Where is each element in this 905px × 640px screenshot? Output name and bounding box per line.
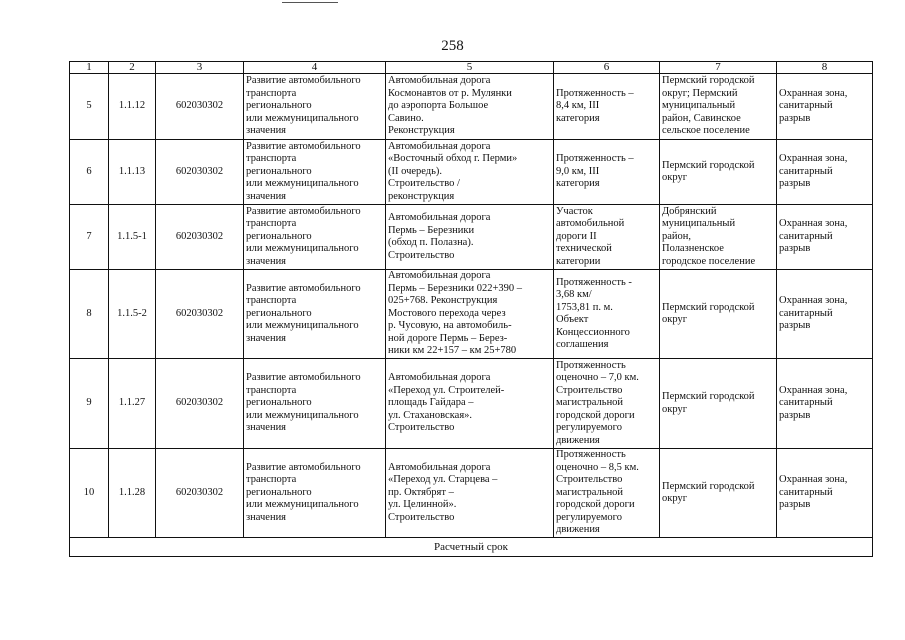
cell-line: разрыв	[779, 409, 811, 421]
row-code-cell: 1.1.5-1	[109, 205, 156, 270]
purpose-cell	[244, 74, 386, 140]
cell-line: площадь Гайдара –	[388, 397, 474, 409]
characteristics-cell	[554, 359, 660, 449]
cell-line: ул. Стахановская».	[388, 409, 473, 421]
purpose-cell	[244, 270, 386, 359]
cell-line: Строительство	[388, 511, 455, 523]
cell-line: значения	[246, 422, 287, 434]
cell-line: Пермь – Березники	[388, 224, 475, 236]
cell-line: ул. Целинной».	[388, 499, 457, 511]
cell-line: регионального	[246, 397, 312, 409]
cell-line: «Переход ул. Старцева –	[388, 474, 498, 486]
cell-line: регионального	[246, 230, 312, 242]
cell-line: значения	[246, 125, 287, 137]
cell-line: Пермь – Березники 022+390 –	[388, 282, 523, 294]
cell-line: разрыв	[779, 320, 811, 332]
cell-line: Автомобильная дорога	[388, 270, 491, 282]
cell-line: Объект	[556, 314, 589, 325]
cell-line: значения	[246, 511, 287, 523]
cell-line: санитарный	[779, 397, 833, 409]
cell-line: Пермский городской	[662, 391, 755, 402]
column-header: 3	[156, 62, 244, 74]
cell-line: значения	[246, 332, 287, 344]
cell-line: санитарный	[779, 100, 833, 112]
cell-line: регулируемого	[556, 511, 622, 523]
cell-line: Концессионного	[556, 326, 630, 338]
cell-line: Мостового перехода через	[388, 307, 506, 319]
cell-line: сельское поселение	[662, 125, 750, 137]
column-header: 2	[109, 62, 156, 74]
cell-line: 1753,81 п. м.	[556, 301, 613, 313]
cell-line: магистральной	[556, 397, 624, 409]
characteristics-cell	[554, 140, 660, 205]
characteristics-cell	[554, 74, 660, 140]
purpose-cell	[244, 205, 386, 270]
location-cell	[660, 359, 777, 449]
column-header: 5	[386, 62, 554, 74]
row-number-cell: 6	[70, 140, 109, 205]
cell-line: округ	[662, 314, 688, 325]
top-rule	[282, 2, 338, 3]
cell-line: 8,4 км, III	[556, 100, 600, 112]
object-cell	[386, 270, 554, 359]
cell-line: автомобильной	[556, 218, 625, 230]
cell-line: Пермский городской	[662, 159, 755, 171]
cell-line: (II очередь).	[388, 165, 443, 177]
cell-line: магистральной	[556, 486, 624, 498]
cell-line: Автомобильная дорога	[388, 212, 491, 223]
table-row	[70, 205, 873, 270]
cell-line: Строительство	[388, 249, 455, 261]
cell-line: ной дороге Пермь – Берез-	[388, 332, 508, 344]
cell-line: Строительство	[556, 474, 623, 486]
cell-line: транспорта	[246, 153, 297, 165]
row-id-cell: 602030302	[156, 270, 244, 359]
cell-line: Савино.	[388, 112, 424, 124]
column-header: 1	[70, 62, 109, 74]
cell-line: округ	[662, 172, 688, 183]
cell-line: округ	[662, 403, 688, 415]
row-code-cell: 1.1.12	[109, 74, 156, 140]
planning-table	[69, 61, 873, 557]
cell-line: городской дороги	[556, 409, 635, 421]
cell-line: движения	[556, 434, 600, 446]
cell-line: санитарный	[779, 307, 833, 319]
table-body	[70, 74, 873, 557]
cell-line: Развитие автомобильного	[246, 282, 361, 294]
cell-line: регионального	[246, 100, 312, 112]
cell-line: Пермский городской	[662, 301, 755, 313]
row-id-cell: 602030302	[156, 449, 244, 538]
cell-line: 3,68 км/	[556, 289, 592, 300]
cell-line: категории	[556, 255, 601, 267]
cell-line: значения	[246, 255, 287, 267]
cell-line: Строительство /	[388, 178, 460, 190]
location-cell	[660, 74, 777, 140]
row-code-cell: 1.1.28	[109, 449, 156, 538]
cell-line: 025+768. Реконструкция	[388, 295, 498, 307]
purpose-cell	[244, 449, 386, 538]
cell-line: оценочно – 8,5 км.	[556, 461, 639, 473]
row-number-cell: 8	[70, 270, 109, 359]
header-row	[70, 62, 873, 74]
cell-line: разрыв	[779, 499, 811, 511]
cell-line: Развитие автомобильного	[246, 140, 361, 152]
cell-line: Участок	[556, 205, 593, 217]
cell-line: до аэропорта Большое	[388, 100, 489, 112]
table-row	[70, 140, 873, 205]
cell-line: Строительство	[556, 384, 623, 396]
cell-line: категория	[556, 178, 600, 190]
cell-line: Развитие автомобильного	[246, 75, 361, 87]
row-number-cell: 10	[70, 449, 109, 538]
characteristics-cell	[554, 449, 660, 538]
table-row	[70, 270, 873, 359]
cell-line: Строительство	[388, 422, 455, 434]
row-id-cell: 602030302	[156, 359, 244, 449]
cell-line: или межмуниципального	[246, 243, 359, 255]
row-code-cell: 1.1.27	[109, 359, 156, 449]
row-number-cell: 5	[70, 74, 109, 140]
cell-line: регулируемого	[556, 422, 622, 434]
cell-line: Пермский городской	[662, 480, 755, 492]
cell-line: Охранная зона,	[779, 384, 848, 396]
cell-line: Автомобильная дорога	[388, 461, 491, 473]
column-header: 8	[777, 62, 873, 74]
cell-line: р. Чусовую, на автомобиль-	[388, 320, 512, 332]
characteristics-cell	[554, 270, 660, 359]
row-id-cell: 602030302	[156, 74, 244, 140]
zone-cell	[777, 205, 873, 270]
cell-line: Полазненское	[662, 243, 724, 255]
row-code-cell: 1.1.5-2	[109, 270, 156, 359]
cell-line: «Восточный обход г. Перми»	[388, 153, 518, 165]
cell-line: Охранная зона,	[779, 474, 848, 486]
location-cell	[660, 205, 777, 270]
object-cell	[386, 449, 554, 538]
cell-line: значения	[246, 190, 287, 202]
cell-line: Протяженность	[556, 449, 626, 461]
row-id-cell: 602030302	[156, 140, 244, 205]
table-row	[70, 74, 873, 140]
location-cell	[660, 449, 777, 538]
cell-line: муниципальный	[662, 218, 736, 230]
cell-line: реконструкция	[388, 190, 455, 202]
cell-line: Добрянский	[662, 205, 717, 217]
cell-line: санитарный	[779, 486, 833, 498]
column-header: 4	[244, 62, 386, 74]
cell-line: Охранная зона,	[779, 295, 848, 307]
cell-line: пр. Октябрят –	[388, 486, 454, 498]
cell-line: Протяженность –	[556, 153, 634, 165]
table-row	[70, 449, 873, 538]
cell-line: Автомобильная дорога	[388, 372, 491, 384]
cell-line: санитарный	[779, 165, 833, 177]
cell-line: Развитие автомобильного	[246, 205, 361, 217]
cell-line: или межмуниципального	[246, 499, 359, 511]
object-cell	[386, 74, 554, 140]
cell-line: категория	[556, 112, 600, 124]
cell-line: Пермский городской	[662, 75, 755, 87]
cell-line: Автомобильная дорога	[388, 75, 491, 87]
cell-line: разрыв	[779, 112, 811, 124]
cell-line: Охранная зона,	[779, 218, 848, 230]
cell-line: Космонавтов от р. Мулянки	[388, 87, 512, 99]
cell-line: Охранная зона,	[779, 87, 848, 99]
row-code-cell: 1.1.13	[109, 140, 156, 205]
cell-line: транспорта	[246, 295, 297, 307]
cell-line: Развитие автомобильного	[246, 372, 361, 384]
cell-line: или межмуниципального	[246, 409, 359, 421]
cell-line: «Переход ул. Строителей-	[388, 384, 505, 396]
cell-line: транспорта	[246, 87, 297, 99]
purpose-cell	[244, 359, 386, 449]
row-id-cell: 602030302	[156, 205, 244, 270]
cell-line: Реконструкция	[388, 125, 455, 137]
cell-line: транспорта	[246, 384, 297, 396]
cell-line: (обход п. Полазна).	[388, 237, 474, 248]
footer-row	[70, 538, 873, 557]
object-cell	[386, 359, 554, 449]
cell-line: разрыв	[779, 178, 811, 190]
object-cell	[386, 140, 554, 205]
cell-line: Охранная зона,	[779, 153, 848, 165]
cell-line: муниципальный	[662, 100, 736, 112]
cell-line: или межмуниципального	[246, 112, 359, 124]
zone-cell	[777, 140, 873, 205]
object-cell	[386, 205, 554, 270]
cell-line: разрыв	[779, 243, 811, 255]
cell-line: Развитие автомобильного	[246, 461, 361, 473]
cell-line: движения	[556, 524, 600, 536]
footer-cell: Расчетный срок	[70, 538, 873, 557]
cell-line: Автомобильная дорога	[388, 140, 491, 152]
cell-line: регионального	[246, 307, 312, 319]
cell-line: городское поселение	[662, 255, 756, 267]
cell-line: район,	[662, 230, 692, 242]
column-header: 6	[554, 62, 660, 74]
row-number-cell: 7	[70, 205, 109, 270]
zone-cell	[777, 74, 873, 140]
cell-line: округ; Пермский	[662, 87, 738, 99]
cell-line: или межмуниципального	[246, 178, 359, 190]
row-number-cell: 9	[70, 359, 109, 449]
cell-line: санитарный	[779, 230, 833, 242]
cell-line: соглашения	[556, 339, 609, 350]
cell-line: городской дороги	[556, 499, 635, 511]
cell-line: район, Савинское	[662, 112, 741, 124]
purpose-cell	[244, 140, 386, 205]
cell-line: дороги II	[556, 230, 597, 242]
cell-line: технической	[556, 243, 612, 255]
cell-line: оценочно – 7,0 км.	[556, 372, 639, 384]
cell-line: Протяженность -	[556, 276, 632, 288]
cell-line: 9,0 км, III	[556, 165, 600, 177]
zone-cell	[777, 449, 873, 538]
cell-line: ники км 22+157 – км 25+780	[388, 345, 517, 357]
location-cell	[660, 140, 777, 205]
cell-line: транспорта	[246, 474, 297, 486]
page-number: 258	[441, 38, 464, 54]
zone-cell	[777, 270, 873, 359]
cell-line: или межмуниципального	[246, 320, 359, 332]
cell-line: Протяженность	[556, 359, 626, 371]
cell-line: регионального	[246, 165, 312, 177]
zone-cell	[777, 359, 873, 449]
cell-line: транспорта	[246, 218, 297, 230]
location-cell	[660, 270, 777, 359]
cell-line: Протяженность –	[556, 87, 634, 99]
column-header: 7	[660, 62, 777, 74]
characteristics-cell	[554, 205, 660, 270]
cell-line: регионального	[246, 486, 312, 498]
cell-line: округ	[662, 493, 688, 504]
table-row	[70, 359, 873, 449]
